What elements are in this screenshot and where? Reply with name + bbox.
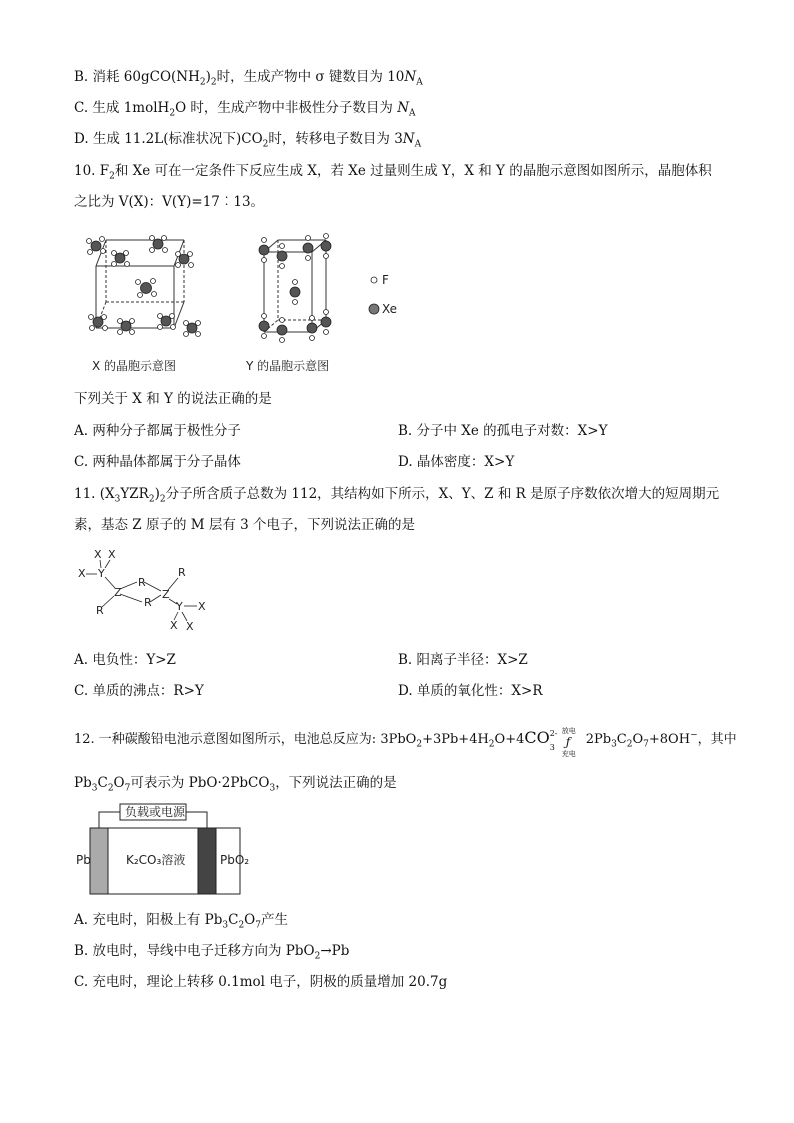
reversible-arrow: 放电 ƒ 充电 (561, 726, 576, 758)
q9-option-c: C. 生成 1molH$_2$O 时，生成产物中非极性分子数目为 $N_A$ (74, 100, 416, 119)
svg-text:X: X (198, 600, 206, 613)
q10-option-a: A. 两种分子都属于极性分子 (74, 423, 241, 439)
svg-text:Y: Y (176, 600, 183, 613)
q9-option-b: B. 消耗 $60gCO(NH_2)_2$时，生成产物中 σ 键数目为 $10N_A$ (74, 69, 423, 88)
legend-f-marker (371, 277, 377, 283)
q11-option-d: D. 单质的氧化性：X>R (398, 683, 543, 699)
svg-text:R: R (178, 566, 186, 579)
svg-text:X: X (108, 548, 116, 561)
legend-xe-label: Xe (382, 302, 398, 316)
solution-label: K₂CO₃溶液 (126, 853, 186, 867)
pb-label: Pb (76, 853, 91, 867)
svg-text:R: R (144, 596, 152, 609)
q12-option-a: A. 充电时，阳极上有 $Pb_3C_2O_7$产生 (74, 912, 288, 931)
load-or-source-label: 负载或电源 (125, 805, 186, 819)
q11-option-b: B. 阳离子半径：X>Z (398, 652, 528, 668)
q11-stem-line1: 11. $(X_3YZR_2)_2$分子所含质子总数为 112，其结构如下所示，X、Y、Z 和 R 是原子序数依次增大的短周期元 (74, 486, 720, 505)
svg-text:R: R (96, 604, 104, 617)
svg-text:X: X (78, 567, 86, 580)
q10-question: 下列关于 X 和 Y 的说法正确的是 (74, 391, 272, 407)
q12-option-c: C. 充电时，理论上转移 0.1mol 电子，阴极的质量增加 20.7g (74, 974, 448, 990)
q11-option-a: A. 电负性：Y>Z (74, 652, 176, 668)
q12-stem-line2: $Pb_3C_2O_7$可表示为 PbO·2PbCO$_3$，下列说法正确的是 (74, 775, 397, 794)
q10-option-d: D. 晶体密度：X>Y (398, 454, 515, 470)
crystal-cells-figure (74, 226, 414, 378)
q10-stem-line1: 10. $F_2$和 Xe 可在一定条件下反应生成 X，若 Xe 过量则生成 Y，X 和 Y 的晶胞示意图如图所示，晶胞体积 (74, 163, 712, 182)
q11-stem-line2: 素，基态 Z 原子的 M 层有 3 个电子，下列说法正确的是 (74, 517, 416, 533)
pb-electrode (90, 828, 108, 894)
svg-text:R: R (138, 576, 146, 589)
q10-stem-line2: 之比为 V(X)：V(Y)=17︰13。 (74, 194, 265, 210)
pbo2-label: PbO₂ (220, 853, 250, 867)
svg-text:X: X (186, 620, 194, 633)
svg-text:Z: Z (114, 586, 122, 599)
battery-diagram (74, 802, 254, 898)
y-cell-caption: Y 的晶胞示意图 (246, 359, 330, 373)
svg-text:X: X (94, 548, 102, 561)
pbo2-electrode (198, 828, 216, 894)
q11-option-c: C. 单质的沸点：R>Y (74, 683, 204, 699)
legend-f-label: F (382, 273, 389, 287)
svg-text:Y: Y (98, 567, 105, 580)
x-cell-caption: X 的晶胞示意图 (92, 359, 177, 373)
q12-option-b: B. 放电时，导线中电子迁移方向为 PbO$_2$→Pb (74, 943, 350, 962)
q12-stem-line1: 12. 一种碳酸铅电池示意图如图所示，电池总反应为: $3PbO_2+3Pb+4H_2O+4CO$ 2- 3 放电 ƒ 充电 $2Pb_3C_2O_7+8OH^-$，其中 (74, 726, 737, 758)
legend-xe-marker (369, 304, 379, 314)
svg-text:X: X (170, 619, 178, 632)
q9-option-d: D. 生成 11.2L(标准状况下)$CO_2$时，转移电子数目为 $3N_A$ (74, 131, 422, 150)
q10-option-c: C. 两种晶体都属于分子晶体 (74, 454, 241, 470)
q11-structure-diagram (74, 544, 224, 636)
svg-text:Z: Z (162, 588, 170, 601)
q10-option-b: B. 分子中 Xe 的孤电子对数：X>Y (398, 423, 608, 439)
y-cell-diagram (264, 240, 326, 332)
